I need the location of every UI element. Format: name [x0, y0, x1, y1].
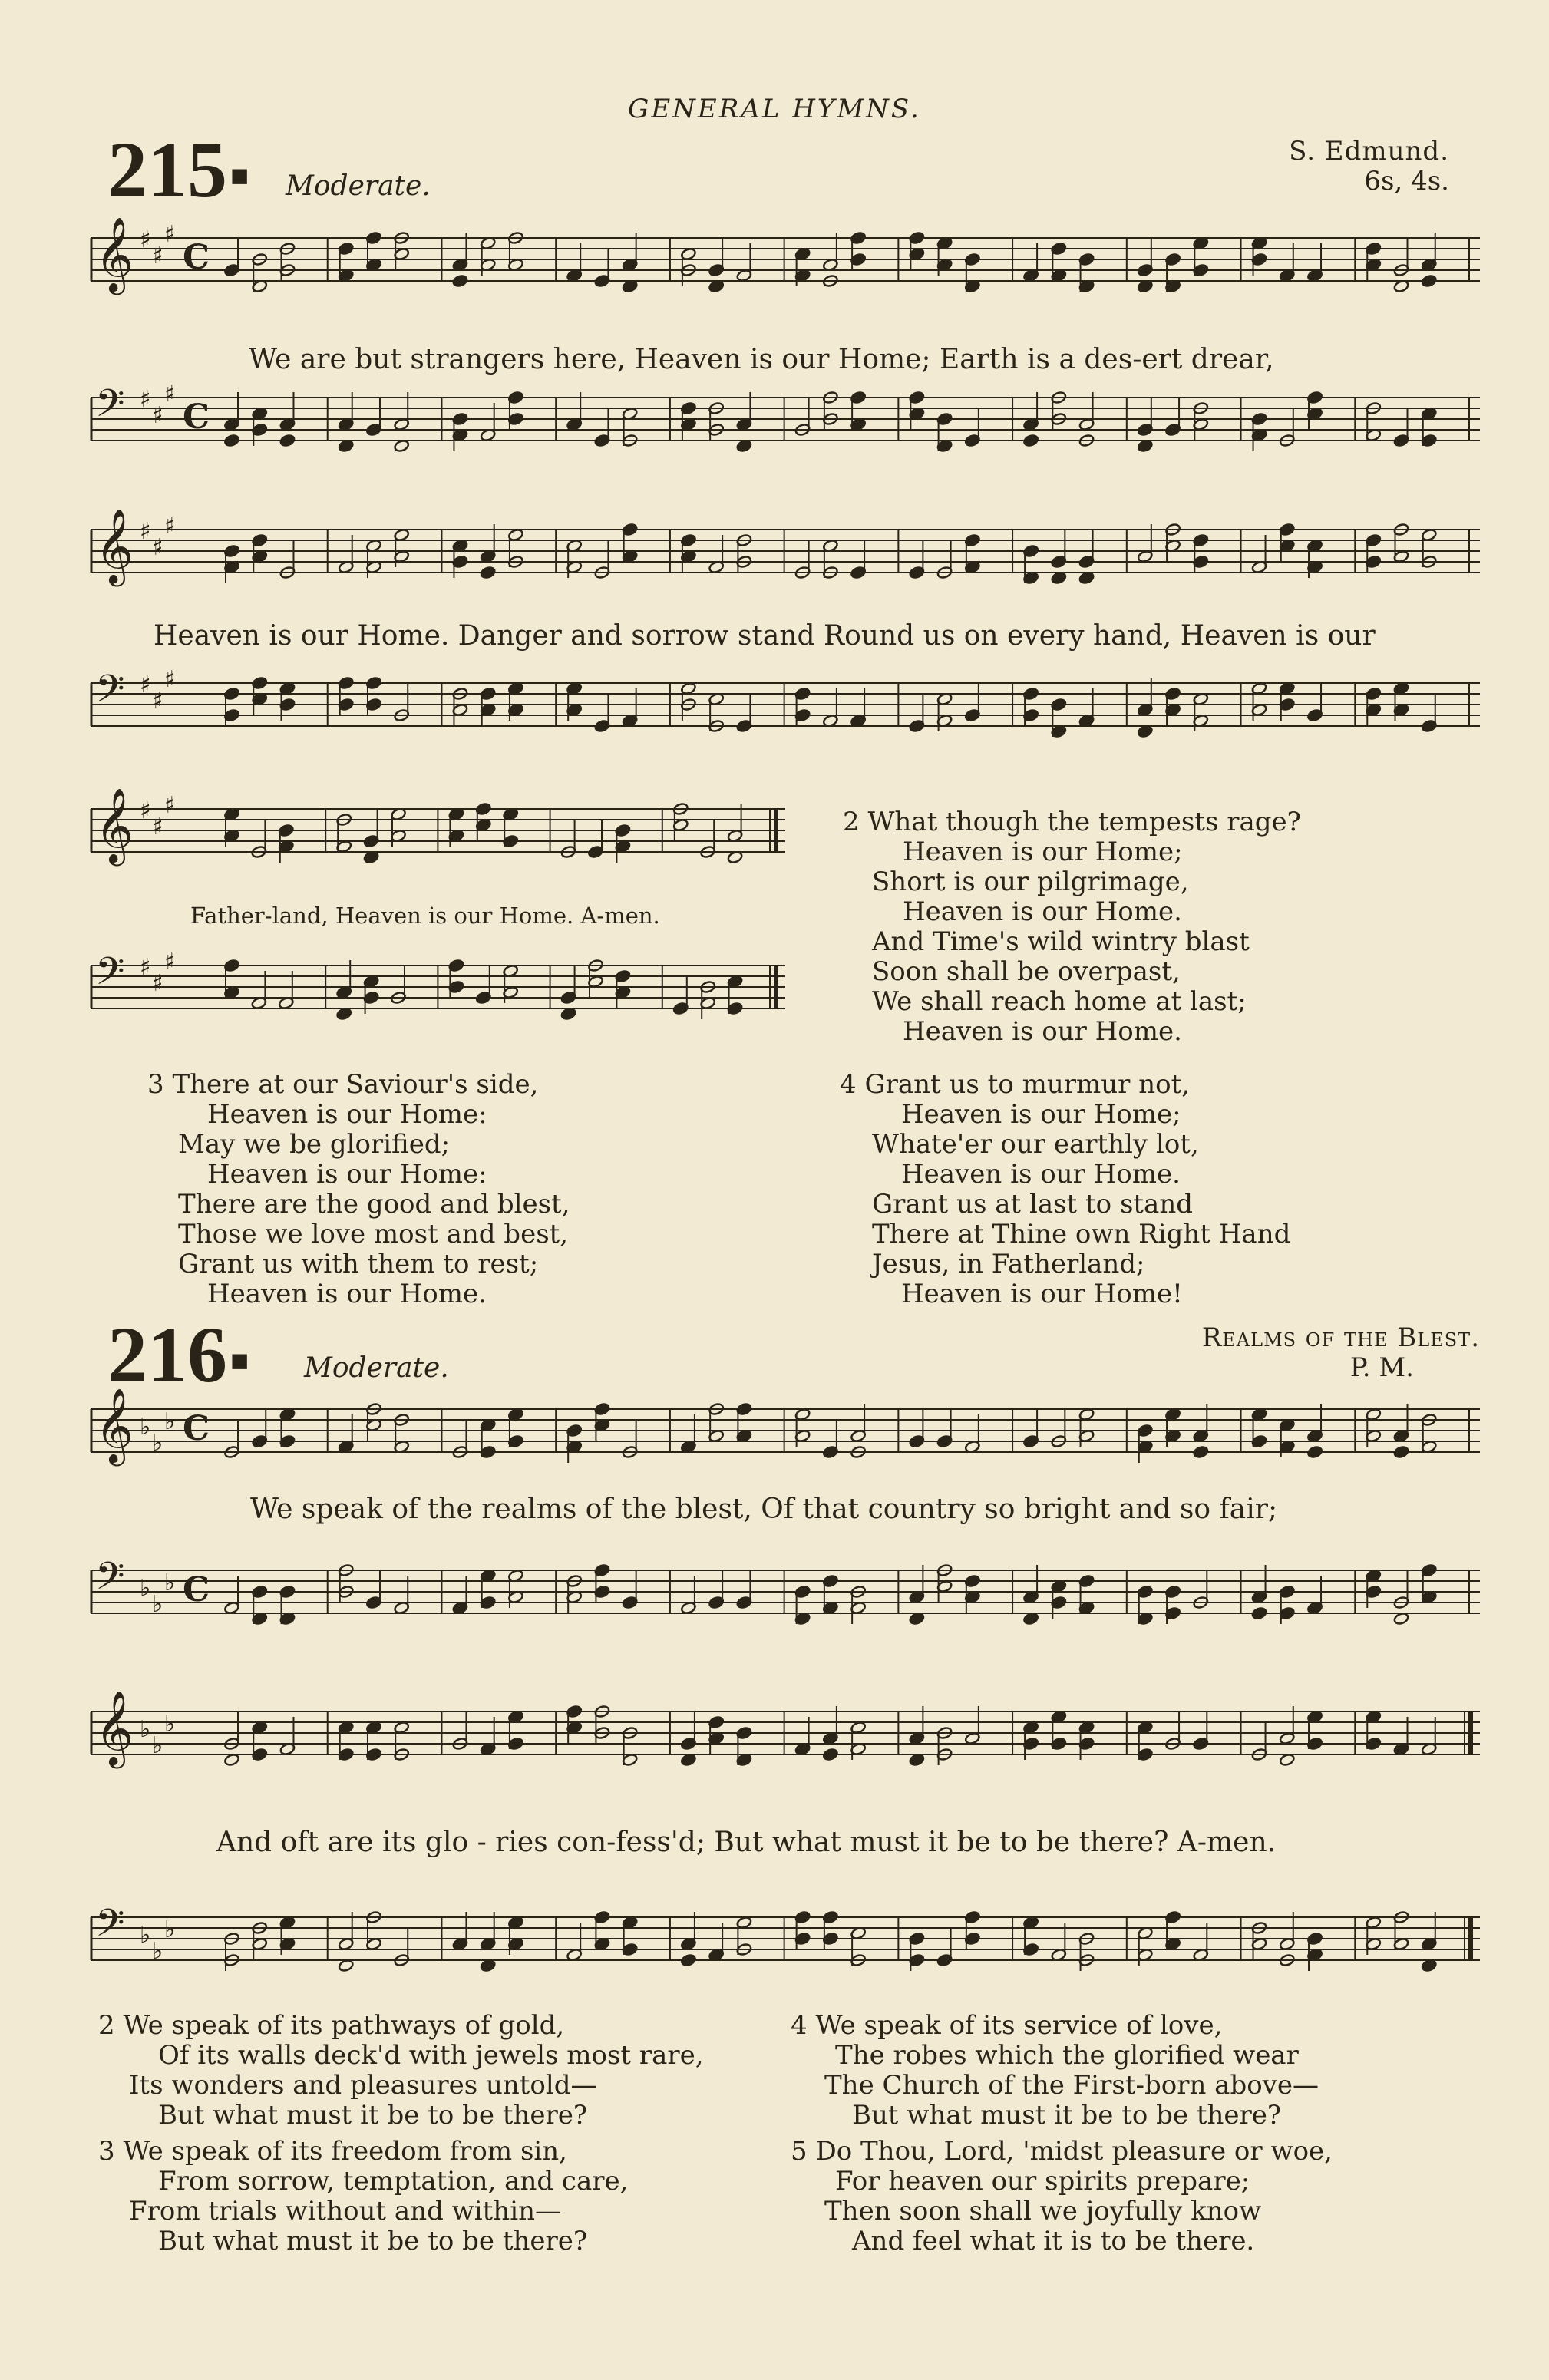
flat-icon: ♭ [164, 1570, 176, 1596]
verse-line: There at our Saviour's side, [172, 1069, 539, 1100]
verse-line: For heaven our spirits prepare; [835, 2166, 1250, 2197]
hymn-216-tempo: Moderate. [304, 1352, 449, 1384]
bass-clef-icon: 𝄢 [95, 1554, 125, 1608]
verse-line: We speak of its freedom from sin, [123, 2136, 567, 2167]
hymn-216-verse-3 [98, 2137, 628, 2256]
flat-icon: ♭ [140, 1414, 151, 1441]
treble-clef-icon: 𝄞 [95, 1388, 134, 1463]
hymn-215-system-3-treble [91, 787, 785, 895]
verse-line: Jesus, in Fatherland; [872, 1249, 1145, 1279]
hymn-215-system-1-bass [91, 381, 1480, 484]
treble-clef-icon: 𝄞 [95, 1690, 134, 1765]
sharp-icon: ♯ [164, 792, 176, 819]
verse-line: We speak of its service of love, [815, 2010, 1223, 2041]
sharp-icon: ♯ [152, 534, 163, 561]
common-time-icon: C [183, 238, 210, 277]
flat-icon: ♭ [164, 1711, 176, 1738]
common-time-icon: C [183, 1570, 210, 1609]
flat-icon: ♭ [152, 1430, 163, 1457]
verse-line: Grant us at last to stand [872, 1189, 1193, 1220]
treble-clef-icon: 𝄞 [95, 508, 134, 583]
sharp-icon: ♯ [140, 518, 151, 545]
verse-line: There at Thine own Right Hand [872, 1219, 1291, 1249]
verse-line: Heaven is our Home. [903, 1016, 1182, 1047]
verse-line: And feel what it is to be there. [852, 2226, 1255, 2256]
sharp-icon: ♯ [140, 226, 151, 253]
hymn-216-tune-block [1202, 1323, 1480, 1383]
verse-line: May we be glorified; [178, 1129, 451, 1160]
sharp-icon: ♯ [140, 386, 151, 413]
treble-clef-icon: 𝄞 [95, 216, 134, 292]
verse-line: Heaven is our Home. [901, 1159, 1181, 1190]
hymn-215-system-2-bass [91, 666, 1480, 769]
hymn-215-lyric-line-2: Heaven is our Home. Danger and sorrow stand Round us on every hand, Heaven is our [154, 620, 1376, 652]
hymn-216-meter: P. M. [1349, 1352, 1414, 1384]
flat-icon: ♭ [140, 1922, 151, 1949]
common-time-icon: C [183, 398, 210, 437]
flat-icon: ♭ [140, 1716, 151, 1743]
verse-line: Heaven is our Home. [207, 1279, 487, 1309]
flat-icon: ♭ [152, 1732, 163, 1759]
hymn-215-number: 215 ■ [107, 126, 249, 214]
hymn-215-lyric-line-3: Father-land, Heaven is our Home. A-men. [190, 903, 660, 929]
sharp-icon: ♯ [152, 814, 163, 840]
flat-icon: ♭ [164, 1408, 176, 1435]
hymn-216-verse-2 [98, 2011, 704, 2131]
verse-line: Heaven is our Home; [901, 1099, 1181, 1130]
verse-line: The robes which the glorified wear [835, 2040, 1299, 2071]
hymn-number-text: 216 [107, 1311, 227, 1399]
flat-icon: ♭ [164, 1916, 176, 1943]
verse-line: Then soon shall we joyfully know [824, 2196, 1262, 2227]
note-head [1393, 1445, 1409, 1459]
verse-line: But what must it be to be there? [158, 2226, 588, 2256]
verse-line: Heaven is our Home. [903, 896, 1182, 927]
bass-clef-icon: 𝄢 [95, 667, 125, 721]
hymn-215-tune-block [1289, 137, 1449, 196]
flat-icon: ♭ [152, 1938, 163, 1965]
verse-line: Heaven is our Home: [207, 1159, 487, 1190]
hymn-215-verse-4 [840, 1070, 1290, 1309]
sharp-icon: ♯ [152, 688, 163, 715]
note-head [1022, 434, 1039, 447]
verse-number: 5 [791, 2136, 808, 2167]
hymn-216-system-2-treble [91, 1690, 1480, 1797]
hymn-215-system-1-treble [91, 216, 1480, 324]
sharp-icon: ♯ [164, 666, 176, 693]
sharp-icon: ♯ [140, 954, 151, 981]
note-head [1421, 274, 1437, 288]
verse-line: But what must it be to be there? [852, 2100, 1282, 2131]
hymn-216-number: 216 ■ [107, 1311, 249, 1399]
hymn-215-system-2-treble [91, 508, 1480, 616]
verse-line: Grant us with them to rest; [178, 1249, 539, 1279]
verse-line: The Church of the First-born above— [824, 2070, 1319, 2101]
hymn-216-tune-name: Realms of the Blest. [1201, 1322, 1480, 1353]
verse-number: 2 [843, 807, 860, 837]
verse-line: Heaven is our Home! [901, 1279, 1183, 1309]
verse-line: Heaven is our Home: [207, 1099, 487, 1130]
verse-line: Its wonders and pleasures untold— [129, 2070, 597, 2101]
verse-line: What though the tempests rage? [867, 807, 1301, 837]
verse-line: Soon shall be overpast, [872, 956, 1181, 987]
verse-line: We speak of its pathways of gold, [123, 2010, 565, 2041]
hymn-216-system-1-treble [91, 1388, 1480, 1495]
sharp-icon: ♯ [164, 221, 176, 248]
sharp-icon: ♯ [164, 381, 176, 408]
hymn-215-tempo: Moderate. [286, 170, 431, 202]
common-time-icon: C [183, 1409, 210, 1448]
note-head [480, 566, 496, 579]
hymn-216-verse-4 [791, 2011, 1319, 2131]
bass-clef-icon: 𝄢 [95, 949, 125, 1003]
sharp-icon: ♯ [164, 513, 176, 540]
sharp-icon: ♯ [140, 672, 151, 698]
flat-icon: ♭ [140, 1575, 151, 1602]
verse-line: But what must it be to be there? [158, 2100, 588, 2131]
verse-line: There are the good and blest, [178, 1189, 570, 1220]
note-head [279, 434, 296, 447]
hymn-215-tune-name: S. Edmund. [1289, 136, 1449, 167]
verse-line: Heaven is our Home; [903, 837, 1183, 867]
bass-clef-icon: 𝄢 [95, 1901, 125, 1955]
running-head: GENERAL HYMNS. [628, 94, 921, 124]
note-head [1193, 1445, 1209, 1459]
bass-clef-icon: 𝄢 [95, 381, 125, 435]
verse-line: From trials without and within— [129, 2196, 561, 2227]
verse-number: 4 [791, 2010, 808, 2041]
hymn-216-verse-5 [791, 2137, 1333, 2256]
verse-line: We shall reach home at last; [872, 986, 1247, 1017]
note-head [822, 1748, 838, 1761]
flat-icon: ♭ [152, 1591, 163, 1618]
note-head [680, 1953, 696, 1967]
verse-number: 3 [98, 2136, 115, 2167]
verse-line: Do Thou, Lord, 'midst pleasure or woe, [815, 2136, 1333, 2167]
hymn-215-lyric-line-1: We are but strangers here, Heaven is our Home; Earth is a des-ert drear, [249, 344, 1274, 375]
verse-line: From sorrow, temptation, and care, [158, 2166, 629, 2197]
verse-number: 3 [147, 1069, 164, 1100]
note-head [452, 274, 468, 288]
verse-number: 4 [840, 1069, 857, 1100]
note-head [1306, 1445, 1323, 1459]
verse-line: Grant us to murmur not, [864, 1069, 1191, 1100]
hymn-number-text: 215 [107, 126, 227, 214]
sharp-icon: ♯ [152, 243, 163, 269]
verse-line: And Time's wild wintry blast [872, 926, 1250, 957]
hymn-215-system-3-bass [91, 949, 785, 1051]
hymn-216-lyric-line-2: And oft are its glo - ries con-fess'd; But what must it be to be there? A-men. [216, 1827, 1277, 1858]
verse-line: Those we love most and best, [178, 1219, 569, 1249]
hymn-216-system-2-bass [91, 1903, 1480, 2003]
note-head [223, 434, 239, 447]
hymn-215-verse-3 [147, 1070, 570, 1309]
verse-line: Whate'er our earthly lot, [872, 1129, 1199, 1160]
verse-line: Short is our pilgrimage, [872, 867, 1189, 897]
verse-line: Of its walls deck'd with jewels most rare, [158, 2040, 704, 2071]
hymn-215-verse-2 [843, 807, 1301, 1047]
note-head [1251, 1606, 1267, 1620]
sharp-icon: ♯ [140, 797, 151, 824]
hymn-216-lyric-line-1: We speak of the realms of the blest, Of that country so bright and so fair; [250, 1494, 1278, 1525]
sharp-icon: ♯ [152, 402, 163, 429]
sharp-icon: ♯ [152, 970, 163, 997]
treble-clef-icon: 𝄞 [95, 787, 134, 863]
verse-number: 2 [98, 2010, 115, 2041]
hymn-216-system-1-bass [91, 1556, 1480, 1656]
hymn-215-meter: 6s, 4s. [1364, 166, 1449, 197]
sharp-icon: ♯ [164, 949, 176, 975]
